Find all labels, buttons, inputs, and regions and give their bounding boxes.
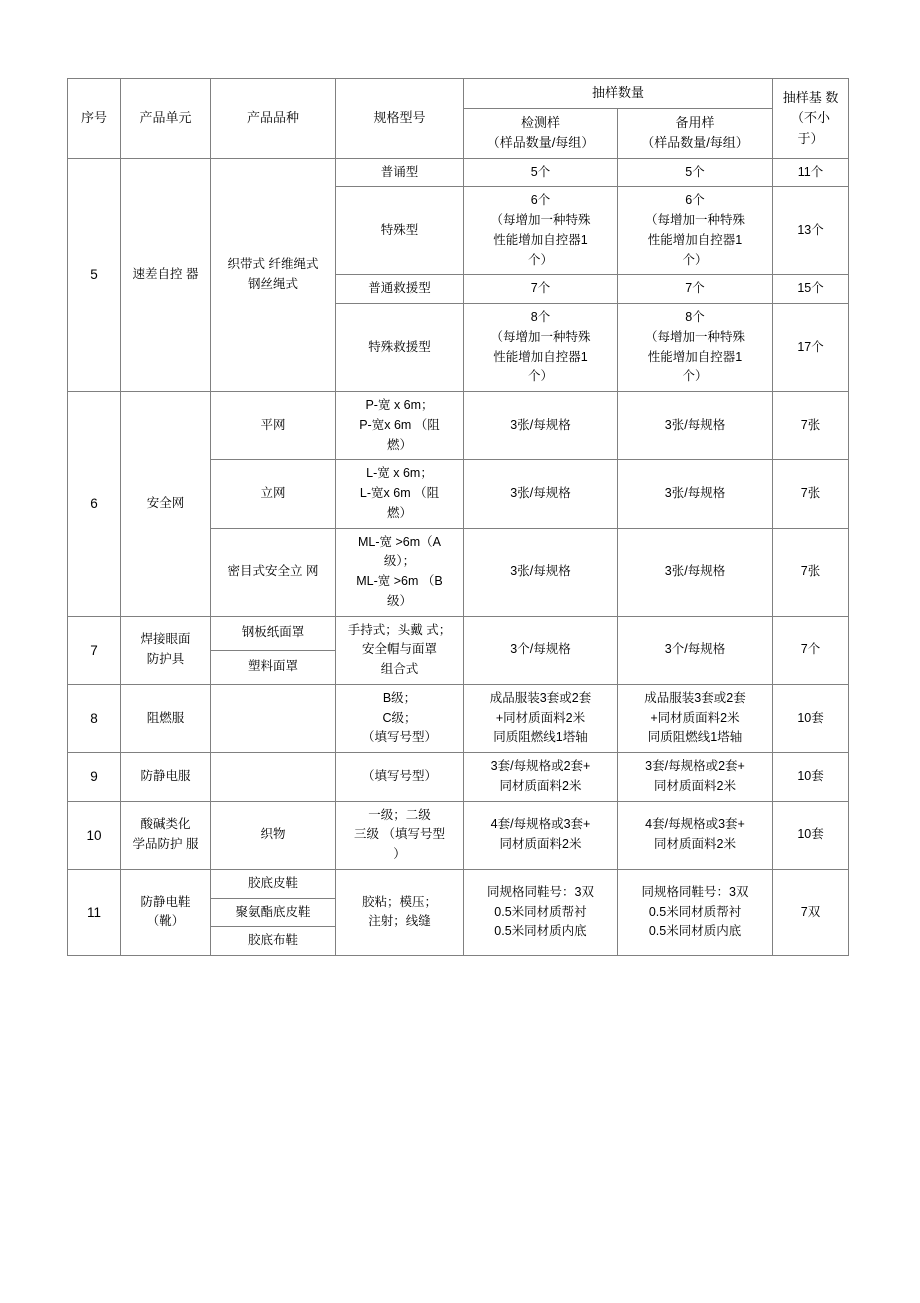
row-spare-sample: 3张/每规格	[618, 528, 773, 616]
row-spare-sample: 4套/每规格或3套+ 同材质面料2米	[618, 801, 773, 869]
row-test-sample: 3张/每规格	[464, 460, 618, 528]
row-spec: ML-宽 >6m（A 级）； ML-宽 >6m （B 级）	[336, 528, 464, 616]
row-sampling-base: 7张	[773, 528, 849, 616]
table-row	[68, 158, 849, 187]
table-row	[68, 801, 849, 869]
row-kind: 聚氨酯底皮鞋	[211, 898, 336, 927]
header-cell-no: 序号	[68, 79, 121, 159]
row-kind: 钢板纸面罩	[211, 616, 336, 650]
row-test-sample: 3套/每规格或2套+ 同材质面料2米	[464, 753, 618, 802]
row-no: 8	[68, 684, 121, 752]
header-cell-test-sample: 检测样 （样品数量/每组）	[464, 108, 618, 158]
table-row	[68, 753, 849, 802]
row-sampling-base: 17个	[773, 304, 849, 392]
row-sampling-base: 10套	[773, 801, 849, 869]
row-no: 5	[68, 158, 121, 392]
row-sampling-base: 7个	[773, 616, 849, 684]
row-test-sample: 3个/每规格	[464, 616, 618, 684]
row-spec: 特殊型	[336, 187, 464, 275]
row-kind: 平网	[211, 392, 336, 460]
row-no: 11	[68, 869, 121, 955]
row-sampling-base: 7双	[773, 869, 849, 955]
row-sampling-base: 7张	[773, 392, 849, 460]
row-spec: 普诵型	[336, 158, 464, 187]
row-spare-sample: 5个	[618, 158, 773, 187]
row-no: 10	[68, 801, 121, 869]
row-spare-sample: 6个 （每增加一种特殊 性能增加自控器1 个）	[618, 187, 773, 275]
row-spare-sample: 成品服装3套或2套 +同材质面料2米 同质阻燃线1塔轴	[618, 684, 773, 752]
row-spare-sample: 3套/每规格或2套+ 同材质面料2米	[618, 753, 773, 802]
row-test-sample: 8个 （每增加一种特殊 性能增加自控器1 个）	[464, 304, 618, 392]
row-spec: B级； C级； （填写号型）	[336, 684, 464, 752]
table-row	[68, 616, 849, 650]
row-spec: （填写号型）	[336, 753, 464, 802]
table-row	[68, 684, 849, 752]
row-sampling-base: 15个	[773, 275, 849, 304]
row-test-sample: 5个	[464, 158, 618, 187]
row-spec: 特殊救援型	[336, 304, 464, 392]
row-test-sample: 成品服装3套或2套 +同材质面料2米 同质阻燃线1塔轴	[464, 684, 618, 752]
row-spare-sample: 3张/每规格	[618, 392, 773, 460]
row-spec: 胶粘；模压； 注射；线缝	[336, 869, 464, 955]
row-spare-sample: 同规格同鞋号：3双 0.5米同材质帮衬 0.5米同材质内底	[618, 869, 773, 955]
sampling-spec-table	[67, 78, 849, 956]
row-kind: 立网	[211, 460, 336, 528]
row-spare-sample: 3张/每规格	[618, 460, 773, 528]
row-no: 9	[68, 753, 121, 802]
row-unit: 酸碱类化 学品防护 服	[121, 801, 211, 869]
row-no: 7	[68, 616, 121, 684]
row-test-sample: 6个 （每增加一种特殊 性能增加自控器1 个）	[464, 187, 618, 275]
row-no: 6	[68, 392, 121, 617]
row-sampling-base: 10套	[773, 684, 849, 752]
row-unit: 焊接眼面 防护具	[121, 616, 211, 684]
row-unit: 速差自控 器	[121, 158, 211, 392]
row-test-sample: 同规格同鞋号：3双 0.5米同材质帮衬 0.5米同材质内底	[464, 869, 618, 955]
row-test-sample: 4套/每规格或3套+ 同材质面料2米	[464, 801, 618, 869]
table-header-row-1	[68, 79, 849, 109]
row-kind: 织物	[211, 801, 336, 869]
row-kind: 织带式 纤维绳式 钢丝绳式	[211, 158, 336, 392]
header-cell-sampling-quantity: 抽样数量	[464, 79, 773, 109]
row-spec: P-宽 x 6m； P-宽x 6m （阻 燃）	[336, 392, 464, 460]
row-sampling-base: 11个	[773, 158, 849, 187]
row-spec: L-宽 x 6m； L-宽x 6m （阻 燃）	[336, 460, 464, 528]
row-spec: 手持式；头戴 式； 安全帽与面罩 组合式	[336, 616, 464, 684]
header-cell-sampling-base: 抽样基 数 （不小 于）	[773, 79, 849, 159]
row-spare-sample: 3个/每规格	[618, 616, 773, 684]
row-unit: 安全网	[121, 392, 211, 617]
row-kind: 塑料面罩	[211, 650, 336, 684]
row-spare-sample: 7个	[618, 275, 773, 304]
row-sampling-base: 10套	[773, 753, 849, 802]
table-row	[68, 392, 849, 460]
header-cell-spare-sample: 备用样 （样品数量/每组）	[618, 108, 773, 158]
table-row	[68, 869, 849, 898]
row-unit: 防静电鞋 （靴）	[121, 869, 211, 955]
row-sampling-base: 13个	[773, 187, 849, 275]
row-spare-sample: 8个 （每增加一种特殊 性能增加自控器1 个）	[618, 304, 773, 392]
row-unit: 防静电服	[121, 753, 211, 802]
row-spec: 一级；二级 三级 （填写号型 ）	[336, 801, 464, 869]
header-cell-spec: 规格型号	[336, 79, 464, 159]
row-kind: 胶底皮鞋	[211, 869, 336, 898]
row-test-sample: 3张/每规格	[464, 528, 618, 616]
row-kind: 胶底布鞋	[211, 927, 336, 956]
row-unit: 阻燃服	[121, 684, 211, 752]
row-sampling-base: 7张	[773, 460, 849, 528]
row-kind	[211, 753, 336, 802]
row-kind	[211, 684, 336, 752]
row-test-sample: 3张/每规格	[464, 392, 618, 460]
row-spec: 普通救援型	[336, 275, 464, 304]
row-test-sample: 7个	[464, 275, 618, 304]
row-kind: 密目式安全立 网	[211, 528, 336, 616]
header-cell-kind: 产品品种	[211, 79, 336, 159]
header-cell-unit: 产品单元	[121, 79, 211, 159]
